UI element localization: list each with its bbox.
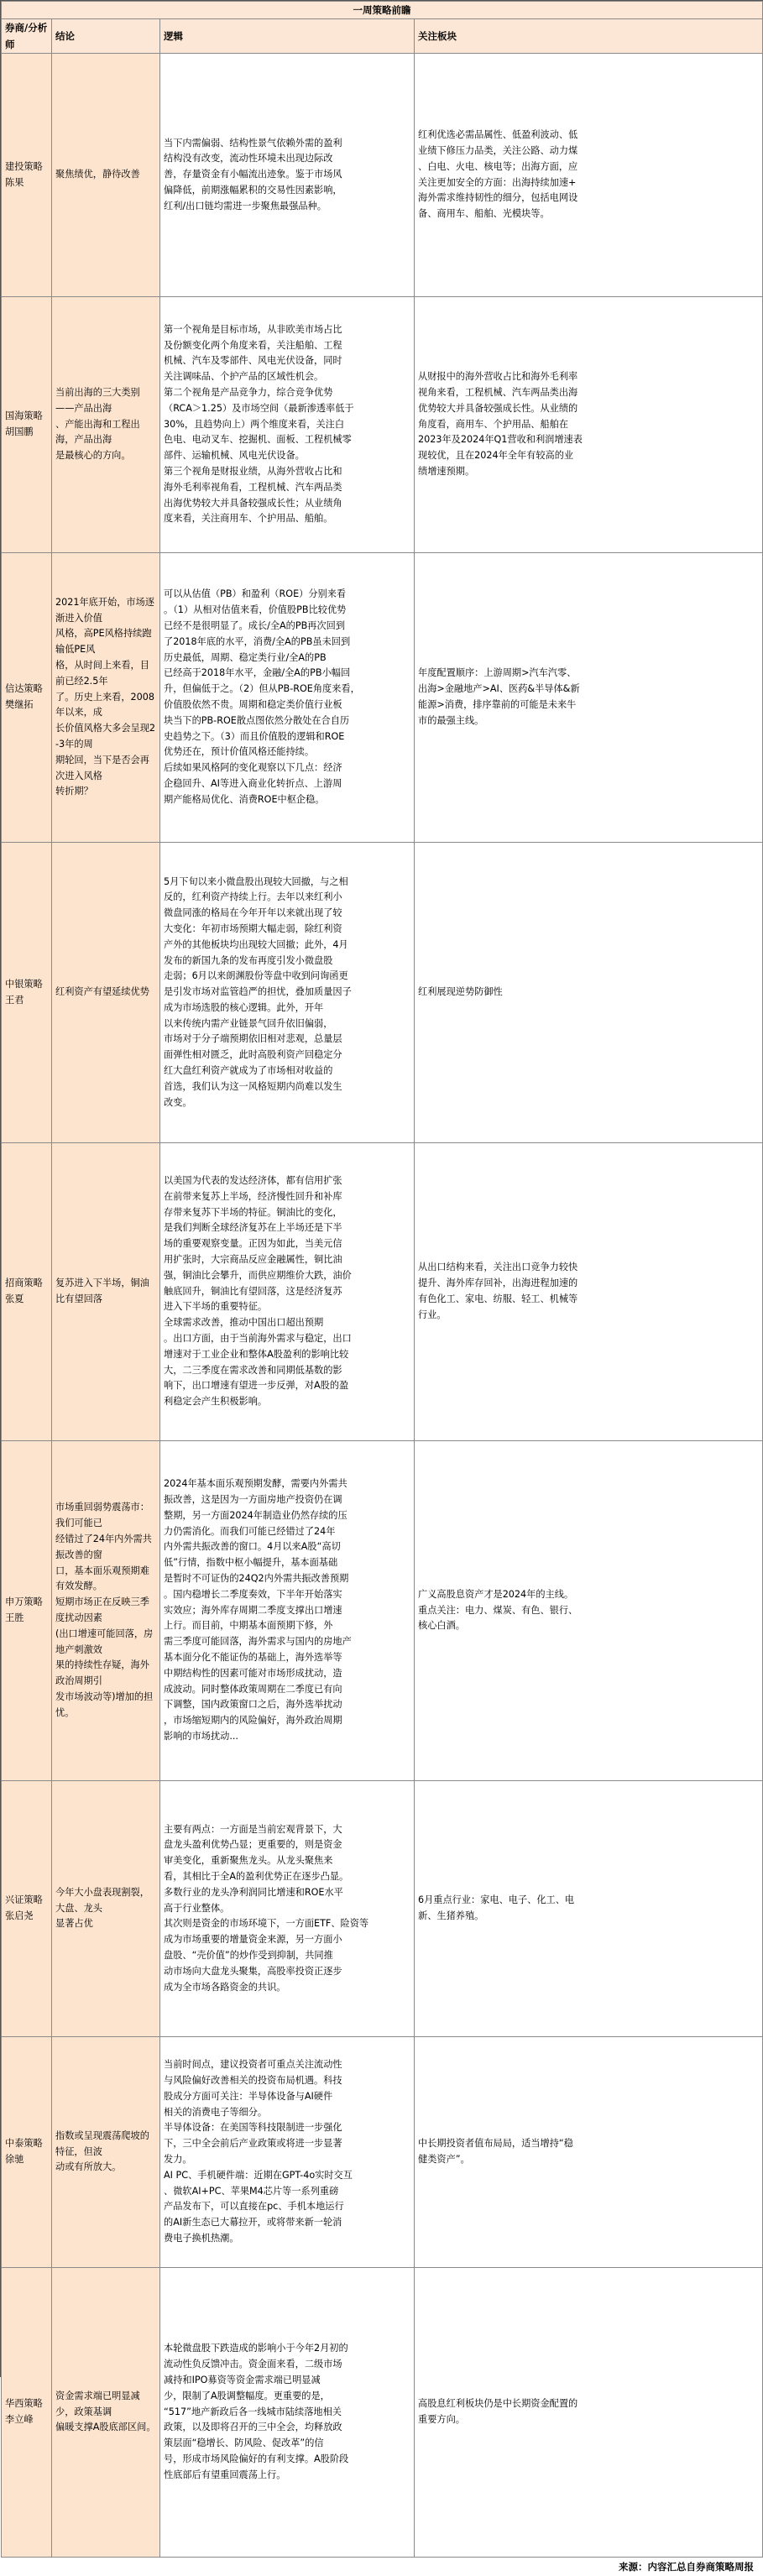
logic-cell	[160, 2037, 415, 2268]
analyst-name: 樊继拓	[5, 699, 34, 710]
logic-cell-line: 号，形成市场风险偏好的有利支撑。A股阶段	[164, 2453, 349, 2464]
logic-cell-line: 度来看，关注商用车、个护用品、船舶。	[164, 513, 333, 525]
conclusion-cell-line: 今年大小盘表现割裂，大盘、龙头	[55, 1886, 149, 1914]
footer-row	[1, 2558, 762, 2576]
analyst-cell	[2, 2268, 52, 2558]
analyst-name: 张启尧	[5, 1910, 34, 1921]
broker-name: 信达策略	[5, 683, 43, 695]
logic-cell-line: 多数行业的龙头净利润同比增速和ROE水平	[164, 1886, 343, 1898]
logic-cell-line: “517”地产新政后各一线城市陆续落地相关	[164, 2406, 342, 2417]
logic-cell-line: 影响的市场扰动...	[164, 1730, 238, 1742]
header-logic: 逻辑	[160, 19, 415, 54]
logic-cell-line: 了2018年底的水平，消费/全A的PB虽未回到	[164, 635, 351, 647]
logic-cell-line: 30%，且趋势向上）两个维度来看，关注白	[164, 418, 345, 430]
conclusion-cell-line: 当前出海的三大类别——产品出海	[55, 387, 140, 414]
logic-cell-line: （RCA＞1.25）及市场空间（最新渗透率低于	[164, 402, 354, 414]
logic-cell-line: 关注调味品、个护产品的区域性机会。	[164, 371, 324, 383]
footer-table	[1, 2558, 762, 2576]
conclusion-cell-line: 资金需求端已明显减少，政策基调	[55, 2390, 140, 2417]
conclusion-cell-line: 偏暖支撑A股底部区间。	[55, 2422, 156, 2433]
conclusion-cell-line: 短期市场正在反映三季度扰动因素	[55, 1596, 149, 1623]
conclusion-cell-line: 是最核心的方向。	[55, 450, 131, 462]
logic-cell-line: 历史最低，周期、稳定类行业/全A的PB	[164, 651, 327, 663]
logic-cell-line: 是暂时不可证伪的24Q2内外需共振改善预期	[164, 1573, 349, 1584]
logic-cell-line: 色电、电动叉车、挖掘机、面板、工程机械零	[164, 434, 352, 446]
analyst-cell	[2, 1781, 52, 2037]
analyst-cell	[2, 843, 52, 1143]
logic-cell-line: 上行。而目前，中期基本面预期下修，外	[164, 1620, 333, 1632]
conclusion-cell-line: 长价值风格大多会呈现2-3年的周	[55, 723, 155, 750]
sectors-cell-line: 出海>金融地产>AI、医药&半导体&新	[418, 683, 580, 695]
logic-cell-line: 市场对于分子端预期依旧相对悲观，总量层	[164, 1033, 342, 1045]
logic-cell-line: 响下，出口增速有望进一步反弹，对A股的盈	[164, 1380, 349, 1392]
logic-cell-line: 盘股、“壳价值”的炒作受到抑制，共同推	[164, 1949, 333, 1961]
logic-cell	[160, 297, 415, 553]
sectors-cell	[415, 843, 763, 1143]
sectors-cell-line: 从财报中的海外营收占比和海外毛利率	[418, 371, 578, 383]
logic-cell-line: 当前时间点，建议投资者可重点关注流动性	[164, 2059, 342, 2071]
logic-cell-line: 是我们判断全球经济复苏在上半场还是下半	[164, 1222, 342, 1234]
logic-cell-line: 。出口方面，由于当前海外需求与稳定，出口	[164, 1332, 352, 1344]
header-conclusion: 结论	[52, 19, 160, 54]
logic-cell-line: 偏降低，前期涨幅累积的交易性因素影响，	[164, 184, 342, 196]
conclusion-cell-line: 指数或呈现震荡爬坡的特征，但波	[55, 2129, 149, 2157]
table-row	[2, 1781, 763, 2037]
logic-cell	[160, 54, 415, 297]
logic-cell-line: 与风险偏好改善相关的投资布局机遇。科技	[164, 2075, 342, 2087]
broker-name: 建投策略	[5, 160, 43, 172]
logic-cell-line: 相关的消费电子等细分。	[164, 2106, 268, 2118]
conclusion-cell-line: 口，基本面乐观预期难有效发酵。	[55, 1565, 149, 1592]
sectors-cell-line: 中长期投资者值布局局，适当增持“稳	[418, 2138, 573, 2150]
table-row	[2, 2268, 763, 2558]
logic-cell-line: 成波动。同时整体政策周期在二季度已有向	[164, 1683, 342, 1695]
conclusion-cell	[52, 54, 160, 297]
conclusion-cell-line: 经错过了24年内外需共振改善的窗	[55, 1534, 152, 1560]
logic-cell	[160, 2268, 415, 2558]
logic-cell-line: 面弹性相对匮乏，此时高股利资产回稳定分	[164, 1049, 342, 1061]
sectors-cell-line: 市的最强主线。	[418, 714, 484, 726]
source-note: 来源：内容汇总自券商策略周报	[619, 2560, 754, 2573]
logic-cell-line: 。（1）从相对估值来看，价值股PB比较优势	[164, 604, 347, 616]
logic-cell	[160, 1143, 415, 1441]
logic-cell-line: 史趋势之下。（3）而且价值股的逻辑和ROE	[164, 730, 345, 742]
logic-cell	[160, 553, 415, 843]
sectors-cell-line: 有色化工、家电、纺服、轻工、机械等	[418, 1293, 578, 1304]
logic-cell-line: 块当下的PB-ROE散点图依然分散处在合自历	[164, 714, 350, 726]
broker-name: 国海策略	[5, 410, 43, 422]
logic-cell-line: 出海优势较大并具备较强成长性；从业绩角	[164, 497, 342, 509]
conclusion-cell-line: 风格，高PE风格持续跑输低PE风	[55, 628, 152, 656]
analyst-name: 张夏	[5, 1293, 24, 1304]
logic-cell-line: 。国内稳增长二季度奏效，下半年开始落实	[164, 1588, 342, 1600]
logic-cell-line: 费电子换机热潮。	[164, 2232, 239, 2244]
logic-cell	[160, 1441, 415, 1781]
table-row	[2, 2037, 763, 2268]
header-row	[2, 19, 763, 54]
sectors-cell	[415, 2037, 763, 2268]
broker-name: 申万策略	[5, 1596, 43, 1608]
logic-cell-line: 已经不是很明显了。成长/全A的PB再次回到	[164, 620, 346, 632]
analyst-name: 李立峰	[5, 2414, 34, 2425]
conclusion-cell-line: 市场重回弱势震荡市：我们可能已	[55, 1502, 149, 1529]
logic-cell-line: 发布的新国九条的发布再度引发小微盘股	[164, 954, 333, 966]
logic-cell-line: 中期结构性的因素可能对市场形成扰动，造	[164, 1667, 342, 1679]
logic-cell-line: 5月下旬以来小微盘股出现较大回撤，与之相	[164, 875, 348, 887]
logic-cell-line: 看，其相比于全A的盈利优势正在逐步凸显。	[164, 1871, 349, 1882]
sectors-cell-line: 视角来看，工程机械、汽车两品类出海	[418, 387, 578, 398]
logic-cell-line: 部件、运输机械、风电光伏设备。	[164, 450, 305, 462]
conclusion-cell-line: 了。历史上来看，2008年以来，成	[55, 691, 154, 718]
sectors-cell	[415, 553, 763, 843]
sectors-cell-line: 备、商用车、船舶、光模块等。	[418, 208, 550, 220]
logic-cell-line: 半导体设备：在美国等科技限制进一步强化	[164, 2122, 342, 2134]
sectors-cell-line: 从出口结构来看，关注出口竞争力较快	[418, 1262, 578, 1273]
conclusion-cell-line: 果的持续性存疑，海外政治周期引	[55, 1659, 149, 1687]
table-row	[2, 297, 763, 553]
table-row	[2, 843, 763, 1143]
logic-cell-line: ，市场缩短期内的风险偏好，海外政治周期	[164, 1715, 342, 1727]
sectors-cell	[415, 2268, 763, 2558]
sectors-cell-line: 绩增速预期。	[418, 465, 475, 477]
sectors-cell-line: 业绩下修压力品类，关注公路、动力煤	[418, 144, 578, 156]
conclusion-cell-line: 显著占优	[55, 1918, 93, 1930]
logic-cell-line: 、微软AI+PC、苹果M4芯片等一系列重磅	[164, 2185, 339, 2197]
conclusion-cell	[52, 297, 160, 553]
logic-cell-line: 基本面分化不能证伪的基础上，海外选举等	[164, 1651, 342, 1663]
sectors-cell-line: 2023年及2024年Q1营收和利润增速表	[418, 434, 583, 446]
sectors-cell-line: 核心白酒。	[418, 1620, 465, 1632]
sectors-cell-line: 角度看，商用车、个护用品、船舶在	[418, 418, 569, 430]
logic-cell-line: 流动性负反馈冲击。资金面来看，二级市场	[164, 2359, 342, 2370]
analyst-cell	[2, 2037, 52, 2268]
table-row	[2, 1143, 763, 1441]
logic-cell-line: 性底部后有望重回震荡上行。	[164, 2469, 286, 2480]
broker-name: 招商策略	[5, 1278, 43, 1289]
logic-cell-line: 产品发布下，可以直接在pc、手机本地运行	[164, 2201, 344, 2213]
logic-cell-line: 大，二三季度在需求改善和同期低基数的影	[164, 1364, 342, 1376]
conclusion-cell-line: 红利资产有望延续优势	[55, 986, 149, 998]
conclusion-cell-line: 复苏进入下半场，铜油比有望回落	[55, 1278, 149, 1304]
logic-cell-line: AI PC、手机硬件端：近期在GPT-4o实时交互	[164, 2169, 353, 2181]
logic-cell-line: 结构没有改变，流动性环境未出现边际改	[164, 153, 333, 165]
conclusion-cell-line: 格，从时间上来看，目前已经2.5年	[55, 660, 149, 687]
logic-cell-line: 存带来复苏下半场的特征。铜油比的变化，	[164, 1206, 342, 1218]
broker-name: 华西策略	[5, 2398, 43, 2410]
logic-cell-line: 第三个视角是财报业绩，从海外营收占比和	[164, 465, 342, 477]
conclusion-cell-line: 期轮回，当下是否会再次进入风格	[55, 754, 149, 781]
conclusion-cell	[52, 1781, 160, 2037]
table-title: 一周策略前瞻	[2, 2, 763, 19]
logic-cell-line: 政策，以及即将召开的三中全会，均释放政	[164, 2422, 342, 2433]
logic-cell-line: 本轮微盘股下跌造成的影响小于今年2月初的	[164, 2343, 348, 2354]
logic-cell-line: 反的，红利资产持续上行。去年以来红利小	[164, 891, 342, 903]
title-row	[2, 2, 763, 19]
conclusion-cell-line: 动或有所放大。	[55, 2161, 122, 2173]
table-row	[2, 54, 763, 297]
logic-cell-line: 企稳回升、AI等进入商业化转折点、上游周	[164, 777, 342, 789]
logic-cell-line: 期产能格局优化、消费ROE中枢企稳。	[164, 793, 325, 805]
analyst-cell	[2, 297, 52, 553]
sectors-cell-line: 广义高股息资产才是2024年的主线。	[418, 1588, 574, 1600]
logic-cell-line: 少，限制了A股调整幅度。更重要的是，	[164, 2390, 330, 2401]
logic-cell-line: 股成分方面可关注：半导体设备与AI硬件	[164, 2090, 333, 2102]
logic-cell-line: 是引发市场对监管趋严的担忧，叠加质量因子	[164, 986, 352, 998]
broker-name: 兴证策略	[5, 1894, 43, 1906]
sectors-cell	[415, 1781, 763, 2037]
analyst-cell	[2, 1441, 52, 1781]
conclusion-cell-line: 转折期？	[55, 786, 93, 797]
conclusion-cell	[52, 2268, 160, 2558]
sectors-cell-line: 高股息红利板块仍是中长期资金配置的	[418, 2398, 578, 2410]
conclusion-cell	[52, 553, 160, 843]
logic-cell-line: 利稳定会产生积极影响。	[164, 1396, 268, 1408]
logic-cell-line: 审美变化，重新聚焦龙头。从龙头聚焦来	[164, 1855, 333, 1867]
logic-cell-line: 可以从估值（PB）和盈利（ROE）分别来看	[164, 588, 347, 600]
analyst-name: 王胜	[5, 1612, 24, 1623]
broker-name: 中银策略	[5, 978, 43, 990]
broker-name: 中泰策略	[5, 2138, 43, 2150]
logic-cell-line: 成为市场重要的增量资金来源，另一方面小	[164, 1934, 342, 1946]
logic-cell-line: 强，铜油比会攀升，而供应期维价大跌，油价	[164, 1269, 352, 1281]
table-row	[2, 1441, 763, 1781]
sectors-cell-line: 、白电、火电、核电等；出海方面，应	[418, 160, 578, 172]
logic-cell-line: 大变化：年初市场预期大幅走弱，除红利资	[164, 922, 342, 934]
logic-cell-line: 红大盘红利资产就成为了市场相对收益的	[164, 1065, 333, 1077]
conclusion-cell	[52, 2037, 160, 2268]
logic-cell	[160, 843, 415, 1143]
logic-cell-line: 力仍需消化。而我们可能已经错过了24年	[164, 1525, 336, 1537]
logic-cell-line: 升，但偏低于之。（2）但从PB-ROE角度来看，	[164, 683, 360, 695]
logic-cell-line: 盘龙头盈利优势凸显；更重要的，则是资金	[164, 1839, 342, 1851]
header-sectors: 关注板块	[415, 19, 763, 54]
logic-cell-line: 内外需共振改善的窗口。4月以来A股“高切	[164, 1541, 341, 1553]
conclusion-cell-line: (出口增速可能回落，房地产刺激效	[55, 1628, 154, 1655]
logic-cell-line: 第二个视角是产品竞争力，综合竞争优势	[164, 387, 333, 398]
logic-cell-line: 高于行业整体。	[164, 1902, 230, 1914]
logic-cell-line: 以来传统内需产业链景气回升依旧偏弱，	[164, 1017, 333, 1029]
conclusion-cell	[52, 1441, 160, 1781]
sectors-cell-line: 红利展现逆势防御性	[418, 986, 503, 998]
conclusion-cell	[52, 843, 160, 1143]
logic-cell-line: 下，三中全会前后产业政策或将进一步显著	[164, 2138, 342, 2150]
analyst-cell	[2, 553, 52, 843]
logic-cell-line: 海外毛利率视角看，工程机械、汽车两品类	[164, 481, 342, 493]
sectors-cell	[415, 1143, 763, 1441]
logic-cell-line: 2024年基本面乐观预期发酵，需要内外需共	[164, 1478, 348, 1490]
sectors-cell	[415, 54, 763, 297]
logic-cell-line: 发力。	[164, 2154, 192, 2165]
sectors-cell-line: 年度配置顺序：上游周期>汽车汽零、	[418, 667, 577, 679]
conclusion-cell-line: 发市场波动等)增加的担忧。	[55, 1690, 154, 1718]
header-analyst: 券商/分析师	[2, 19, 52, 54]
sectors-cell-line: 提升、海外库存回补，出海进程加速的	[418, 1278, 578, 1289]
analyst-cell	[2, 1143, 52, 1441]
logic-cell-line: 触底回升，铜油比有望回落，这是经济复苏	[164, 1285, 342, 1297]
analyst-name: 徐驰	[5, 2154, 24, 2165]
logic-cell-line: 改变。	[164, 1096, 192, 1108]
logic-cell	[160, 1781, 415, 2037]
logic-cell-line: 动市场向大盘龙头聚集，高股率投资正逐步	[164, 1965, 342, 1977]
logic-cell-line: 整期，另一方面2024年制造业仍然存续的压	[164, 1509, 348, 1521]
logic-cell-line: 第一个视角是目标市场，从非欧美市场占比	[164, 323, 342, 335]
table-row	[2, 553, 763, 843]
logic-cell-line: 成为市场选股的核心逻辑。此外，开年	[164, 1001, 324, 1013]
logic-cell-line: 全球需求改善，推动中国出口超出预期	[164, 1317, 324, 1329]
sectors-cell-line: 健类资产”。	[418, 2154, 470, 2165]
logic-cell-line: 价值股依然不贵。周期和稳定类价值行业板	[164, 699, 342, 710]
logic-cell-line: 已经高于2018年水平，金融/全A的PB小幅回	[164, 667, 351, 679]
logic-cell-line: 以美国为代表的发达经济体，都有信用扩张	[164, 1175, 342, 1187]
logic-cell-line: 策层面“稳增长、防风险、促改革”的信	[164, 2438, 324, 2449]
logic-cell-line: 首选，我们认为这一风格短期内尚难以发生	[164, 1080, 342, 1092]
analyst-name: 胡国鹏	[5, 426, 34, 437]
sectors-cell-line: 海外需求维持韧性的细分，包括电网设	[418, 192, 578, 204]
sectors-cell-line: 优势较大并具备较强成长性。从业绩的	[418, 402, 578, 414]
sectors-cell-line: 关注更加安全的方面：出海持续加速+	[418, 176, 577, 188]
conclusion-cell-line: 聚焦绩优，静待改善	[55, 169, 140, 180]
logic-cell-line: 下调整，国内政策窗口之后，海外选举扰动	[164, 1699, 342, 1711]
logic-cell-line: 主要有两点：一方面是当前宏观背景下，大	[164, 1823, 342, 1835]
logic-cell-line: 优势还在，预计价值风格还能持续。	[164, 746, 315, 758]
logic-cell-line: 场的重要观察变量。正因为如此，当美元信	[164, 1238, 342, 1250]
sectors-cell-line: 重要方向。	[418, 2414, 465, 2425]
logic-cell-line: 成为全市场各路资金的共识。	[164, 1981, 286, 1993]
logic-cell-line: 善，存量资金有小幅流出迹象。鉴于市场风	[164, 169, 342, 180]
logic-cell-line: 红利/出口链均需进一步聚焦最强品种。	[164, 200, 327, 212]
sectors-cell-line: 行业。	[418, 1309, 447, 1320]
sectors-cell-line: 能源>消费，排序靠前的可能是未来牛	[418, 699, 577, 710]
logic-cell-line: 机械、汽车及零部件、风电光伏设备，同时	[164, 355, 342, 367]
analyst-name: 王君	[5, 994, 24, 1006]
logic-cell-line: 其次则是资金的市场环境下，一方面ETF、险资等	[164, 1918, 369, 1930]
logic-cell-line: 当下内需偏弱、结构性景气依赖外需的盈利	[164, 137, 342, 149]
sectors-cell-line: 新、生猪养殖。	[418, 1910, 484, 1921]
analyst-name: 陈果	[5, 176, 24, 188]
sectors-cell-line: 6月重点行业：家电、电子、化工、电	[418, 1894, 575, 1906]
sectors-cell-line: 重点关注：电力、煤炭、有色、银行、	[418, 1604, 578, 1616]
logic-cell-line: 增速对于工业企业和整体A股盈利的影响比较	[164, 1348, 349, 1360]
logic-cell-line: 振改善，这是因为一方面房地产投资仍在调	[164, 1494, 342, 1506]
logic-cell-line: 的AI新生态已大幕拉开，或将带来新一轮消	[164, 2217, 342, 2229]
analyst-cell	[2, 54, 52, 297]
conclusion-cell	[52, 1143, 160, 1441]
logic-cell-line: 在前带来复苏上半场，经济慢性回升和补库	[164, 1190, 342, 1202]
logic-cell-line: 用扩张时，大宗商品反应金融属性，铜比油	[164, 1254, 342, 1265]
logic-cell-line: 走弱；6月以来朗渊股份等盘中收到问询函更	[164, 970, 348, 982]
strategy-table	[1, 1, 763, 2558]
logic-cell-line: 减持和IPO募资等资金需求端已明显减	[164, 2375, 321, 2385]
sectors-cell	[415, 1441, 763, 1781]
logic-cell-line: 低”行情，指数中枢小幅提升，基本面基础	[164, 1557, 338, 1569]
logic-cell-line: 微盘同涨的格局在今年开年以来就出现了较	[164, 907, 342, 919]
logic-cell-line: 及份额变化两个角度来看，关注船舶、工程	[164, 339, 342, 351]
conclusion-cell-line: 2021年底开始，市场逐渐进入价值	[55, 596, 154, 624]
logic-cell-line: 需三季度可能回落，海外需求与国内的房地产	[164, 1636, 352, 1648]
logic-cell-line: 产外的其他板块均出现较大回撤；此外，4月	[164, 938, 348, 950]
sectors-cell	[415, 297, 763, 553]
logic-cell-line: 进入下半场的重要特征。	[164, 1301, 268, 1313]
conclusion-cell-line: 、产能出海和工程出海，产品出海	[55, 418, 140, 446]
logic-cell-line: 实效应；海外库存周期二季度支撑出口增速	[164, 1604, 342, 1616]
sectors-cell-line: 红利优选必需品属性、低盈利波动、低	[418, 129, 578, 141]
sectors-cell-line: 现较优，且在2024年全年有较高的业	[418, 450, 574, 462]
logic-cell-line: 后续如果风格阿的变化观察以下几点：经济	[164, 762, 342, 774]
